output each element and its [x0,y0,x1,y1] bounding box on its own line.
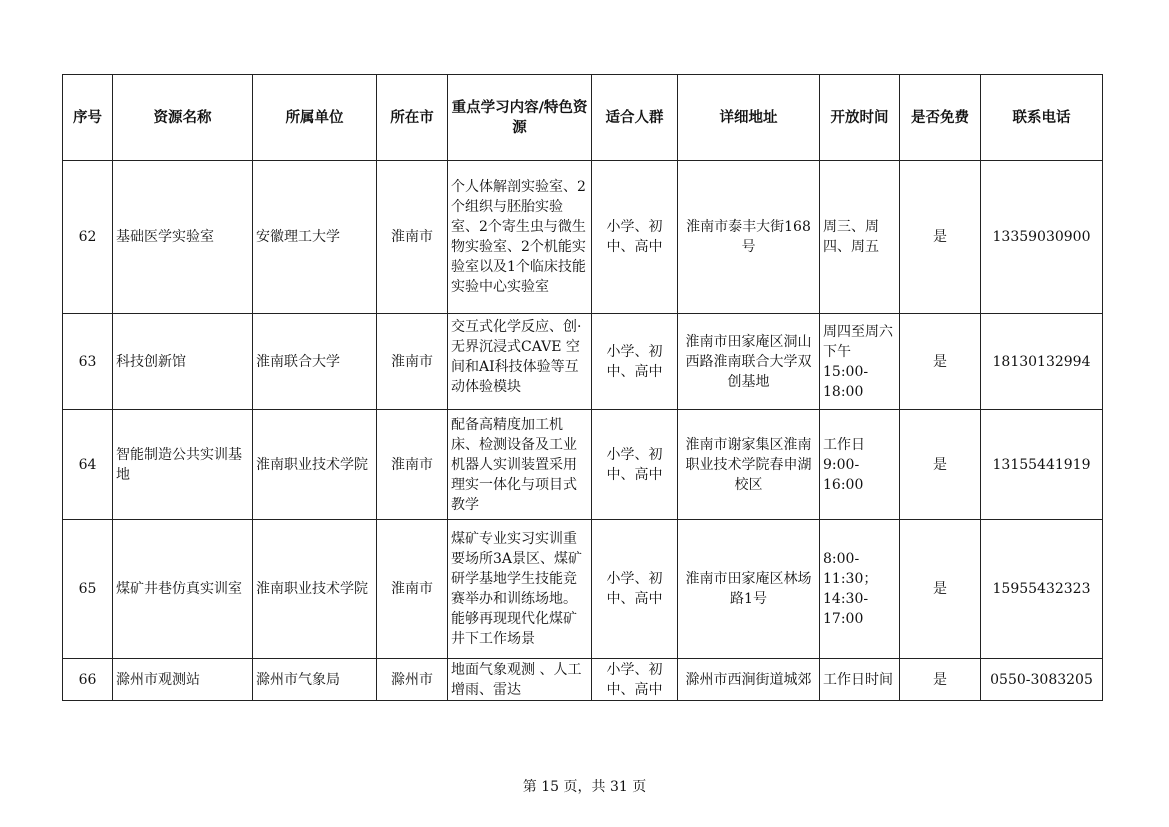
cell-name: 煤矿井巷仿真实训室 [113,520,253,659]
cell-content: 煤矿专业实习实训重要场所3A景区、煤矿研学基地学生技能竞赛举办和训练场地。能够再现现代化煤矿井下工作场景 [448,520,592,659]
header-unit: 所属单位 [253,75,377,161]
header-phone: 联系电话 [981,75,1103,161]
header-row [63,75,1103,161]
table-row [63,659,1103,701]
cell-city: 淮南市 [377,410,448,520]
cell-audience: 小学、初中、高中 [592,410,678,520]
header-no: 序号 [63,75,113,161]
cell-content-text: 交互式化学反应、创·无界沉浸式CAVE 空间和AI科技体验等互动体验模块 [451,318,582,395]
cell-unit: 滁州市气象局 [253,659,377,701]
table-row [63,314,1103,410]
cell-unit: 淮南职业技术学院 [253,410,377,520]
cell-free: 是 [900,314,981,410]
cell-audience: 小学、初中、高中 [592,659,678,701]
cell-name: 科技创新馆 [113,314,253,410]
cell-content: 个人体解剖实验室、2个组织与胚胎实验室、2个寄生虫与微生物实验室、2个机能实验室以及1个临床技能实验中心实验室 [448,161,592,314]
cell-address: 淮南市田家庵区林场路1号 [678,520,820,659]
cell-no: 63 [63,314,113,410]
cell-name: 基础医学实验室 [113,161,253,314]
cell-hours: 工作日时间 [820,659,900,701]
cell-city: 淮南市 [377,520,448,659]
cell-unit: 淮南职业技术学院 [253,520,377,659]
header-content: 重点学习内容/特色资源 [448,75,592,161]
cell-phone: 13359030900 [981,161,1103,314]
cell-address: 淮南市泰丰大街168号 [678,161,820,314]
header-address: 详细地址 [678,75,820,161]
cell-no: 64 [63,410,113,520]
cell-city: 滁州市 [377,659,448,701]
cell-free: 是 [900,520,981,659]
header-name: 资源名称 [113,75,253,161]
cell-content: 地面气象观测 、人工增雨、雷达 [448,659,592,701]
cell-no: 62 [63,161,113,314]
table-row [63,520,1103,659]
cell-free: 是 [900,410,981,520]
cell-free: 是 [900,161,981,314]
cell-city: 淮南市 [377,314,448,410]
cell-audience: 小学、初中、高中 [592,520,678,659]
cell-address: 滁州市西涧街道城郊 [678,659,820,701]
cell-address: 淮南市田家庵区洞山西路淮南联合大学双创基地 [678,314,820,410]
cell-phone: 13155441919 [981,410,1103,520]
cell-free: 是 [900,659,981,701]
cell-hours: 工作日9:00-16:00 [820,410,900,520]
cell-phone: 18130132994 [981,314,1103,410]
table-row [63,161,1103,314]
cell-phone: 15955432323 [981,520,1103,659]
cell-hours: 周三、周四、周五 [820,161,900,314]
header-free: 是否免费 [900,75,981,161]
cell-no: 65 [63,520,113,659]
resource-table [62,74,1103,701]
cell-phone: 0550-3083205 [981,659,1103,701]
cell-audience: 小学、初中、高中 [592,314,678,410]
cell-no: 66 [63,659,113,701]
cell-unit: 安徽理工大学 [253,161,377,314]
table-row [63,410,1103,520]
cell-name: 智能制造公共实训基地 [113,410,253,520]
cell-hours: 周四至周六下午15:00-18:00 [820,314,900,410]
cell-content [448,314,592,410]
cell-address: 淮南市谢家集区淮南职业技术学院春申湖校区 [678,410,820,520]
header-hours: 开放时间 [820,75,900,161]
cell-hours: 8:00-11:30；14:30-17:00 [820,520,900,659]
header-audience: 适合人群 [592,75,678,161]
page-number-footer: 第 15 页，共 31 页 [522,779,647,795]
header-city: 所在市 [377,75,448,161]
cell-name: 滁州市观测站 [113,659,253,701]
cell-city: 淮南市 [377,161,448,314]
cell-audience: 小学、初中、高中 [592,161,678,314]
cell-content: 配备高精度加工机床、检测设备及工业机器人实训装置采用理实一体化与项目式教学 [448,410,592,520]
cell-unit: 淮南联合大学 [253,314,377,410]
